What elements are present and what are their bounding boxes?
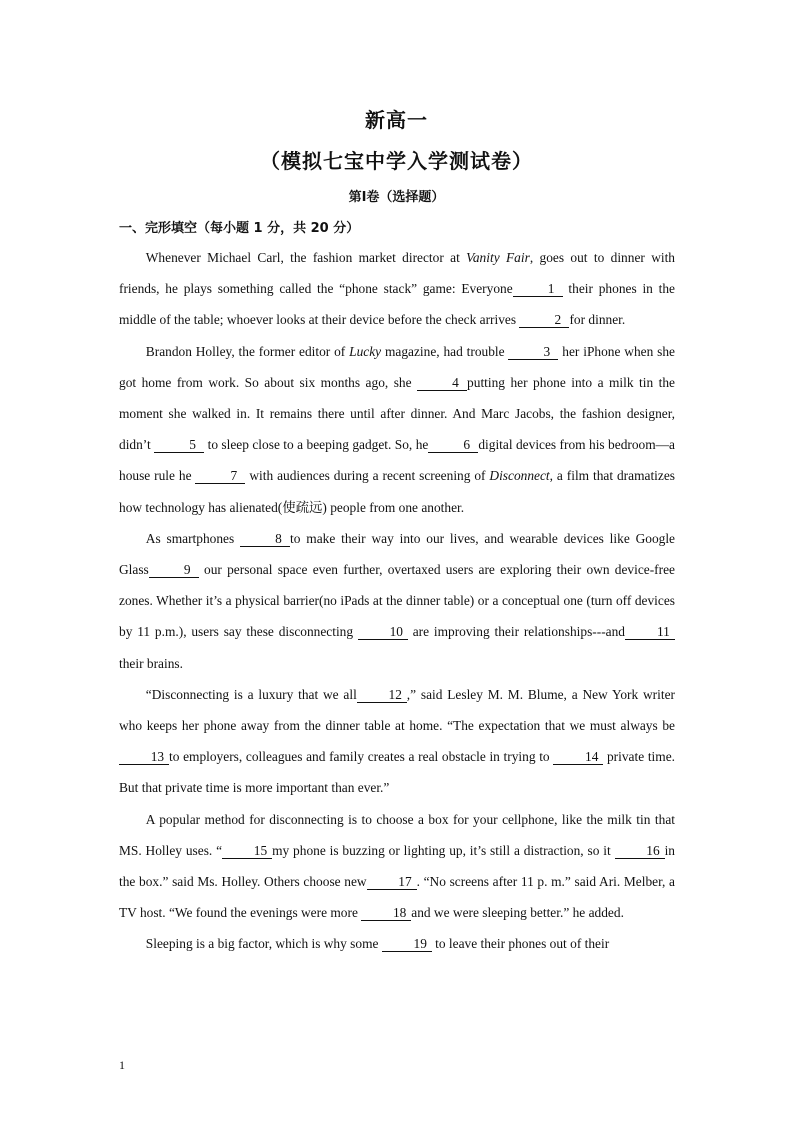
blank-15: 15 <box>222 843 272 859</box>
text-run: , goes out to dinner with friends, he plays something called the “phone stack” game: Everyone <box>119 250 676 297</box>
text-run: Sleeping is a big factor, which is why some <box>145 936 382 952</box>
text-run: to employers, colleagues and family creates a real obstacle in trying to <box>169 749 554 765</box>
text-run: their phones in the middle of the table; whoever looks at their device before the check arrives <box>119 281 675 328</box>
blank-19: 19 <box>382 936 432 952</box>
text-run: magazine, had trouble <box>381 343 509 359</box>
text-run: and we were sleeping better.” he added. <box>411 905 624 921</box>
blank-7: 7 <box>195 468 245 484</box>
paragraph-6 <box>119 928 675 959</box>
text-run: with audiences during a recent screening of <box>245 468 490 484</box>
paragraph-5 <box>119 804 675 929</box>
text-run: . “No screens after 11 p. m.” said Ari. Melber, a TV host. “We found the evenings were more <box>119 874 675 921</box>
text-run: digital devices from his bedroom—a house rule he <box>119 437 675 484</box>
text-run: to leave their phones out of their <box>431 936 610 952</box>
text-run: her iPhone when she got home from work. So about six months ago, she <box>119 343 675 390</box>
blank-10: 10 <box>358 624 408 640</box>
blank-9: 9 <box>149 562 199 578</box>
blank-4: 4 <box>417 375 467 391</box>
text-run: , a film that dramatizes how technology has alienated(使疏远) people from one another. <box>119 468 675 515</box>
blank-14: 14 <box>553 749 603 765</box>
paragraph-2 <box>119 336 675 523</box>
text-run: our personal space even further, overtaxed users are exploring their own device-free zones. Whether it’s a physical barrier(no iPads at the dinner table) or a conceptual one (turn off devices by 11 p.m.), users say these disconnecting <box>119 562 675 640</box>
blank-11: 11 <box>625 624 675 640</box>
blank-2: 2 <box>519 312 569 328</box>
blank-6: 6 <box>428 437 478 453</box>
text-run: their brains. <box>119 655 183 671</box>
text-run: for dinner. <box>569 312 626 328</box>
blank-13: 13 <box>119 749 169 765</box>
text-run: “Disconnecting is a luxury that we all <box>145 686 357 702</box>
text-run: to make their way into our lives, and wearable devices like Google Glass <box>119 530 676 578</box>
page-number: 1 <box>119 1058 125 1072</box>
blank-16: 16 <box>615 843 665 859</box>
section-heading: 一、完形填空（每小题 1 分，共 20 分） <box>119 221 360 236</box>
magazine-title: Vanity Fair <box>466 250 530 265</box>
blank-8: 8 <box>240 531 290 547</box>
text-run: are improving their relationships---and <box>407 624 625 640</box>
blank-5: 5 <box>154 437 204 453</box>
blank-1: 1 <box>513 281 563 297</box>
film-title: Disconnect <box>489 468 550 484</box>
cloze-passage <box>119 242 675 960</box>
page-subtitle: （模拟七宝中学入学测试卷） <box>260 149 533 173</box>
text-run: putting her phone into a milk tin the moment she walked in. It remains there until after dinner. And Marc Jacobs, the fashion designer, didn’t <box>119 374 675 453</box>
text-run: ,” said Lesley M. M. Blume, a New York writer who keeps her phone away from the dinner table at home. “The expectation that we must always be <box>119 686 675 734</box>
paragraph-3 <box>119 523 675 679</box>
paragraph-4 <box>119 679 675 804</box>
page-title: 新高一 <box>365 108 428 132</box>
text-run: private time. But that private time is more important than ever.” <box>119 749 675 796</box>
text-run: A popular method for disconnecting is to choose a box for your cellphone, like the milk tin that MS. Holley uses. “ <box>119 811 675 858</box>
paragraph-1 <box>119 242 675 336</box>
text-run: As smartphones <box>145 530 241 546</box>
volume-heading: 第Ⅰ卷（选择题） <box>348 190 445 205</box>
blank-3: 3 <box>508 344 558 360</box>
blank-12: 12 <box>357 687 407 703</box>
text-run: my phone is buzzing or lighting up, it’s still a distraction, so it <box>272 842 615 858</box>
text-run: Brandon Holley, the former editor of <box>145 343 350 359</box>
text-run: Whenever Michael Carl, the fashion market director at <box>145 250 467 265</box>
magazine-title: Lucky <box>349 343 382 359</box>
text-run: to sleep close to a beeping gadget. So, he <box>204 437 429 453</box>
text-run: in the box.” said Ms. Holley. Others choose new <box>119 842 675 890</box>
blank-18: 18 <box>361 905 411 921</box>
blank-17: 17 <box>367 874 417 890</box>
